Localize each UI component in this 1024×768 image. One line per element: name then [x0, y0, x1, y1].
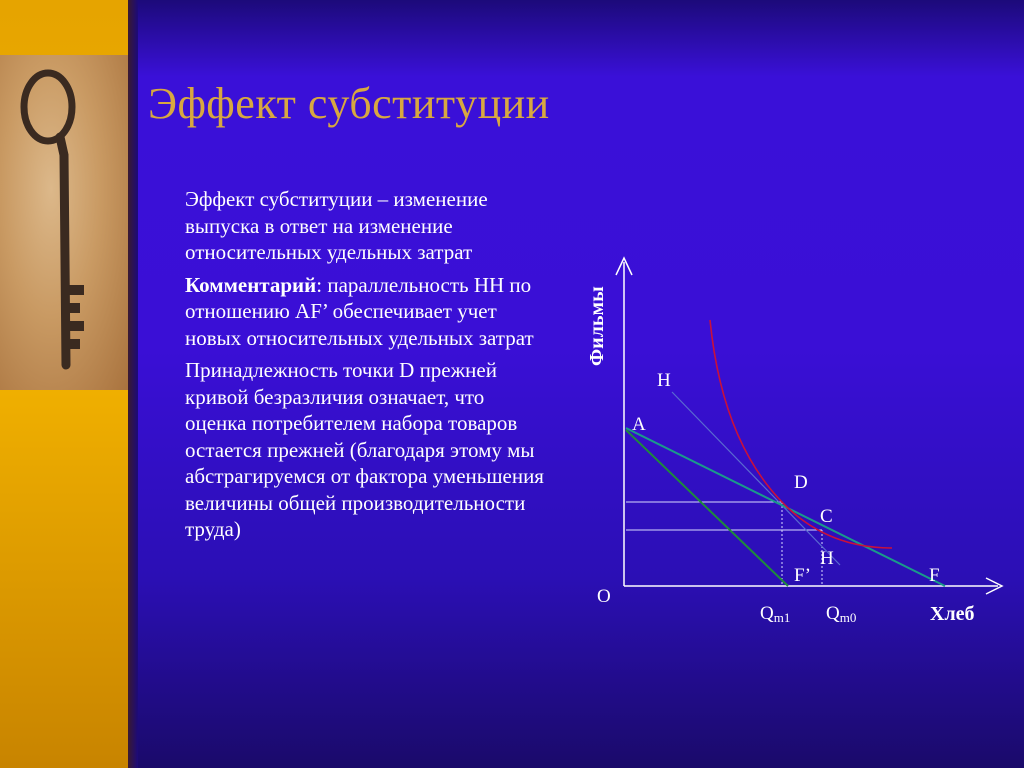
- label-C: C: [820, 506, 833, 527]
- y-axis-label: Фильмы: [586, 286, 608, 366]
- budget-line-AFprime: [626, 430, 788, 586]
- label-Qm0-sub: m0: [839, 610, 857, 625]
- label-A: A: [632, 414, 646, 435]
- label-F: F: [929, 565, 940, 586]
- label-Qm1-main: Q: [760, 603, 774, 624]
- bullet-3-text: Принадлежность точки D прежней кривой безразличия означает, что оценка потребителем набора товаров остается прежней (благодаря этому мы абстрагируемся от фактора уменьшения величины общей производительности труда): [185, 358, 544, 541]
- budget-line-AF: [626, 428, 945, 586]
- label-F-prime: F’: [794, 565, 811, 586]
- bullet-2-bold: Комментарий: [185, 272, 317, 297]
- label-Qm1-sub: m1: [773, 610, 791, 625]
- x-axis-label: Хлеб: [930, 603, 975, 625]
- label-H-top: H: [657, 370, 671, 391]
- origin-label: O: [597, 586, 611, 607]
- label-D: D: [794, 472, 808, 493]
- label-H-bottom: H: [820, 548, 834, 569]
- label-Qm0-main: Q: [826, 603, 840, 624]
- bullet-2-text: : параллельность НН по отношению AF’ обеспечивает учет новых относительных удельных затрат: [185, 272, 534, 350]
- line-HH: [672, 392, 840, 565]
- label-Qm1: [760, 603, 790, 625]
- label-Qm0: [826, 603, 856, 625]
- bullet-1-text: Эффект субституции – изменение выпуска в ответ на изменение относительных удельных затрат: [185, 187, 488, 264]
- slide-title: Эффект субституции: [148, 79, 550, 128]
